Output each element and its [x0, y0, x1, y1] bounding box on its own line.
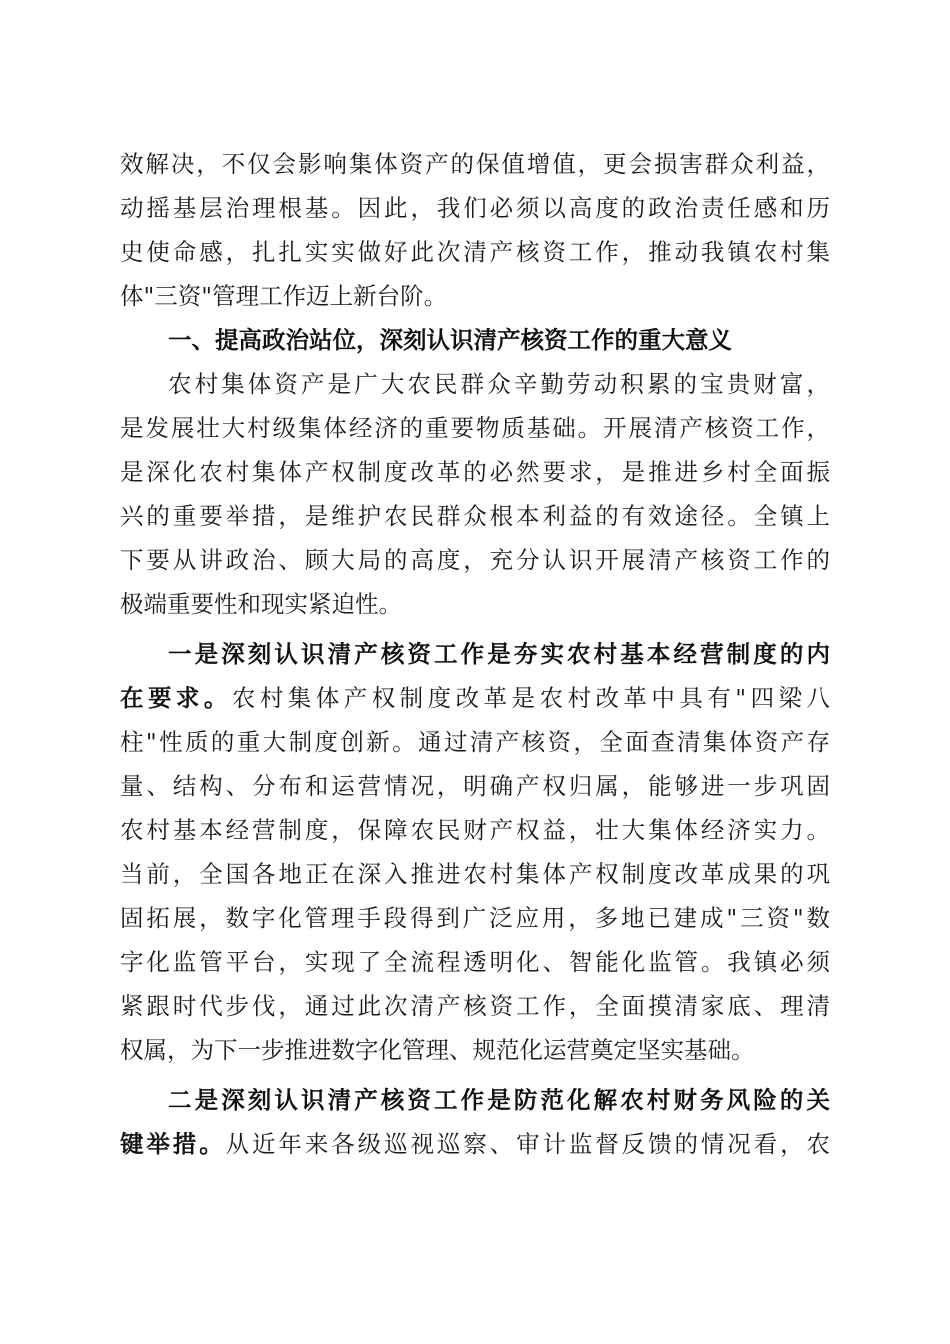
paragraph-lead-line: 二是深刻认识清产核资工作是防范化解农村财务风险的关: [168, 1086, 830, 1114]
paragraph-line: 量、结构、分布和运营情况，明确产权归属，能够进一步巩固: [120, 772, 830, 800]
paragraph-line: 动摇基层治理根基。因此，我们必须以高度的政治责任感和历: [120, 194, 830, 222]
paragraph-line: 农村基本经营制度，保障农民财产权益，壮大集体经济实力。: [120, 816, 830, 844]
lead-rest-text: 农村集体产权制度改革是农村改革中具有"四梁八: [231, 684, 831, 712]
paragraph-line: 极端重要性和现实紧迫性。: [120, 590, 402, 618]
paragraph-line: 下要从讲政治、顾大局的高度，充分认识开展清产核资工作的: [120, 546, 830, 574]
section-heading: 一、提高政治站位，深刻认识清产核资工作的重大意义: [168, 326, 732, 354]
paragraph-line: 是深化农村集体产权制度改革的必然要求，是推进乡村全面振: [120, 458, 830, 486]
paragraph-line: 史使命感，扎扎实实做好此次清产核资工作，推动我镇农村集: [120, 238, 830, 266]
paragraph-line: 紧跟时代步伐，通过此次清产核资工作，全面摸清家底、理清: [120, 992, 830, 1020]
paragraph-line-mixed: [120, 1123, 830, 1165]
lead-rest-text: 从近年来各级巡视巡察、审计监督反馈的情况看，农: [225, 1130, 831, 1158]
paragraph-line: 当前，全国各地正在深入推进农村集体产权制度改革成果的巩: [120, 860, 830, 888]
paragraph-lead-line: 一是深刻认识清产核资工作是夯实农村基本经营制度的内: [168, 640, 830, 668]
paragraph-line: 柱"性质的重大制度创新。通过清产核资，全面查清集体资产存: [120, 728, 830, 756]
paragraph-line: 字化监管平台，实现了全流程透明化、智能化监管。我镇必须: [120, 948, 830, 976]
paragraph-line: 农村集体资产是广大农民群众辛勤劳动积累的宝贵财富，: [168, 370, 830, 398]
paragraph-line: 是发展壮大村级集体经济的重要物质基础。开展清产核资工作，: [120, 414, 830, 442]
lead-bold-text: 在要求。: [120, 684, 232, 712]
paragraph-line: 效解决，不仅会影响集体资产的保值增值，更会损害群众利益，: [120, 150, 830, 178]
lead-bold-text: 键举措。: [120, 1130, 226, 1158]
paragraph-line: 体"三资"管理工作迈上新台阶。: [120, 282, 448, 310]
paragraph-line: 固拓展，数字化管理手段得到广泛应用，多地已建成"三资"数: [120, 904, 830, 932]
paragraph-line-mixed: [120, 677, 830, 719]
paragraph-line: 权属，为下一步推进数字化管理、规范化运营奠定坚实基础。: [120, 1036, 755, 1064]
paragraph-line: 兴的重要举措，是维护农民群众根本利益的有效途径。全镇上: [120, 502, 830, 530]
